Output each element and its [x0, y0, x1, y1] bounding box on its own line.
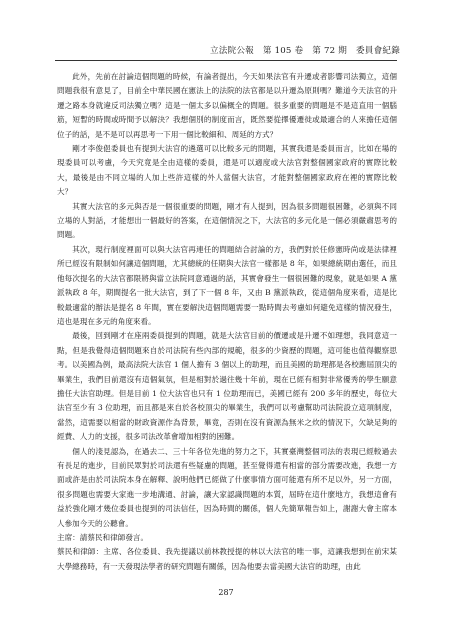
volume-number: 第 105 卷: [262, 46, 304, 56]
speaker-line: 主席：請蔡民和律師發言。: [57, 533, 149, 542]
section-name: 委員會紀錄: [356, 46, 400, 56]
transcript-body: [57, 70, 397, 574]
speaker-line: 蔡民和律師：主席、各位委員、我先提議以前林教授提的林以大法官的唯一事，這讓我想到在前宋某大學總務時，有一天發現法學者的研究問題有關係，因為他要去當美國大法官的助理，由此: [57, 547, 397, 571]
header-rule: [55, 60, 397, 61]
page-number: 287: [218, 588, 234, 597]
body-paragraph: 其次，現行制度裡面可以與大法官再連任的問題結合討論的方，我們對於任修憲時尚或是法律裡所已經沒有限制如何讓這個問題，尤其總統的任期與大法官一樣都是 8 年，如果總統期由選任，而且他每次提名的大法官都限將與當立法院同意通過的話，其實會發生一個很困難的現象，就是如果 A 黨派執政 8 年，期間提名一批大法官，到了下一個 8 年，又由 B 黨派執政，從這個角度來看，這是比較最適當的辦法是提名 8 年間，實在要解決這個問題需要一點時間去考慮如何避免這樣的情況發生，這也是現在多元的角度來看。: [57, 244, 397, 326]
body-paragraph: 剛才李俊俋委員也有提到大法官的遴選可以比較多元的問題，其實我還是委員而言，比如在場的現委員可以考慮，今天究竟是全由這樣的委員，還是可以適度或大法官對整個國家政府的實際比較大，最後是由不同立場的人加上些許這樣的外人當個大法官，才能對整個國家政府在裡的實際比較大？: [57, 144, 397, 197]
body-paragraph: 此外，先前在討論這個問題的時候，有論者提出，今天如果法官有升遷或者影響司法獨立，這個問題我很有意見了，目前全中華民國在憲法上的法院的法官都是以升遷為原則嗎？難道今天法官的升遷之路本身就違反司法獨立嗎？這是一個太多以偏概全的問題。很多重要的問題是不是這直用一個腦筋，短暫的時間或時間予以解決？我想個別的制度而言，既然要從擇優遷徙或最適合的人來擔任這個位子的話，是不是可以再思考一下用一個比較細和、周延的方式？: [57, 72, 397, 139]
publication-title: 立法院公報: [209, 46, 254, 56]
issue-number: 第 72 期: [312, 46, 348, 56]
body-paragraph: 其實大法官的多元與否是一個很重要的問題，剛才有人提到，因為很多問題很困難，必須與不同立場的人對話，才能想出一個最好的答案，在這個情況之下，大法官的多元化是一個必須嚴肅思考的問題。: [57, 201, 397, 240]
running-header: [210, 44, 400, 56]
body-paragraph: 個人的淺見認為，在過去二、三十年各位先進的努力之下，其實臺灣整個司法的表現已經較過去有長足的進步，目前民眾對於司法還有些疑慮的問題，甚至覺得還有相當的部分需要改進，我想一方面或許是由於司法院本身在解釋、說明他們已經做了什麼事情方面可能還有所不足以外，另一方面，很多問題也需要大家進一步地溝通、討論，讓大家認識問題的本質，屆時在這什麼地方，我想這會有益於強化剛才幾位委員也提到的司法信任，因為時間的關係，個人先簡單報告如上，謝謝大會主席本人參加今天的公聽會。: [57, 446, 397, 528]
body-paragraph: 最後，回到剛才在座兩委員提到的問題，就是大法官目前的價遷或是升遷不如理想，我同意這一點，但是我覺得這個問題來自於司法院有些內部的規範，很多的少資歷的問題，這可能也值得觀察思考。以美國為例，最高法院大法官 1 個人擔有 3 個以上的助理，而且美國的助理都是各校應屆頂尖的畢業生，我們目前還沒有這個氣氛，但是相對於過往幾十年前，現在已經有相對非常優秀的學生願意擔任大法官助理。但是目前 1 位大法官也只有 1 位助理而已，美國已經有 200 多年的歷史，每位大法官至少有 3 位助理，而且都是來自於各校頂尖的畢業生，我們可以考慮幫助司法院設立這項制度，當然，這需要以相當的財政資源作為背景，畢竟，否則在沒有資源為無米之炊的情況下，欠缺足夠的經費、人力的支援，很多司法改革會增加相對的困難。: [57, 331, 397, 442]
